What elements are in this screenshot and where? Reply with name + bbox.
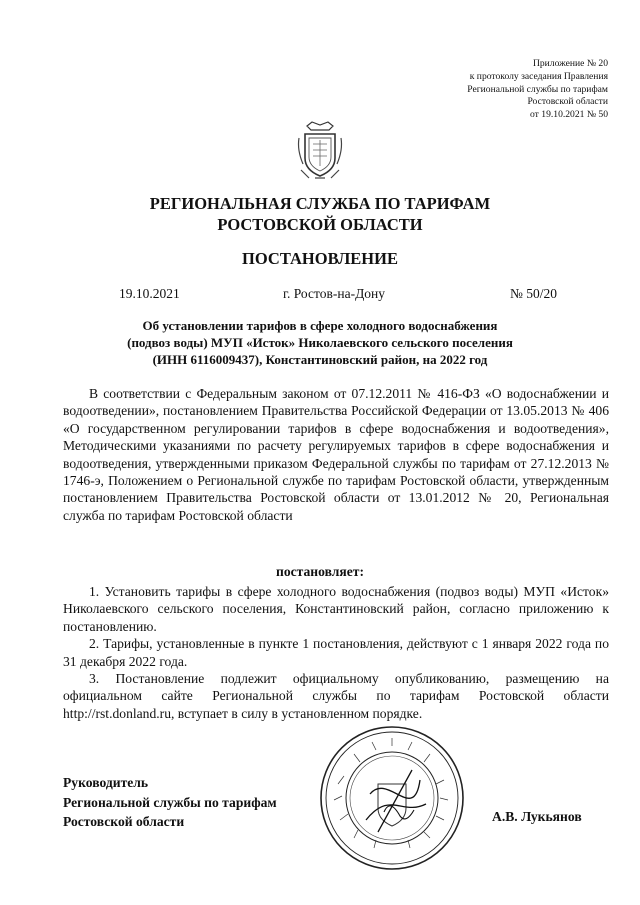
issuing-authority xyxy=(0,193,640,235)
preamble-paragraph: В соответствии с Федеральным законом от 07.12.2011 № 416-ФЗ «О водоснабжении и водоотведении», постановлением Правительства Российской Федерации от 13.05.2013 № 406 «О государственном регулировании тарифов в сфере водоснабжения и водоотведения», Методическими указаниями по расчету регулируемых тарифов в сфере водоснабжения и водоотведения, утвержденными приказом Федеральной службы по тарифам от 27.12.2013 № 1746-э, Положением о Региональной службе по тарифам Ростовской области, утвержденным постановлением Правительства Ростовской области от 13.01.2012 № 20, Региональная служба по тарифам Ростовской области xyxy=(63,386,609,523)
authority-line: РОСТОВСКОЙ ОБЛАСТИ xyxy=(217,215,423,234)
signatory-title xyxy=(63,773,277,832)
document-subject xyxy=(100,317,540,368)
resolution-heading: постановляет: xyxy=(276,564,364,579)
subject-line: (ИНН 6116009437), Константиновский район, на 2022 год xyxy=(152,352,488,367)
document-place: г. Ростов-на-Дону xyxy=(283,286,386,301)
authority-line: РЕГИОНАЛЬНАЯ СЛУЖБА ПО ТАРИФАМ xyxy=(149,194,491,213)
resolution-items xyxy=(63,583,609,722)
preamble xyxy=(63,385,609,524)
appendix-line: Региональной службы по тарифам xyxy=(467,83,608,95)
signatory-line: Ростовской области xyxy=(63,814,185,829)
signatory-line: Региональной службы по тарифам xyxy=(63,794,277,810)
resolution-item: 1. Установить тарифы в сфере холодного водоснабжения (подвоз воды) МУП «Исток» Николаевского сельского поселения, Константиновский район, согласно приложению к постановлению. xyxy=(63,584,609,634)
appendix-line: к протоколу заседания Правления xyxy=(469,70,608,82)
appendix-line: Ростовской области xyxy=(527,96,608,108)
resolution-item: 2. Тарифы, установленные в пункте 1 постановления, действуют с 1 января 2022 года по 31 декабря 2022 года. xyxy=(63,636,609,669)
signer-name: А.В. Лукьянов xyxy=(492,809,582,824)
appendix-note xyxy=(408,58,608,122)
official-seal-icon xyxy=(318,724,466,872)
document-number: № 50/20 xyxy=(510,286,558,301)
coat-of-arms-icon xyxy=(295,120,345,182)
resolution-item: 3. Постановление подлежит официальному опубликованию, размещению на официальном сайте Региональной службы по тарифам Ростовской области http://rst.donland.ru, вступает в силу в установленном порядке. xyxy=(63,671,609,721)
subject-line: (подвоз воды) МУП «Исток» Николаевского сельского поселения xyxy=(127,335,513,350)
appendix-line: Приложение № 20 xyxy=(532,58,608,69)
signatory-line: Руководитель xyxy=(63,775,149,790)
subject-line: Об установлении тарифов в сфере холодного водоснабжения xyxy=(142,318,498,333)
document-type: ПОСТАНОВЛЕНИЕ xyxy=(242,249,398,268)
appendix-line: от 19.10.2021 № 50 xyxy=(530,109,608,121)
document-date: 19.10.2021 xyxy=(119,286,180,301)
